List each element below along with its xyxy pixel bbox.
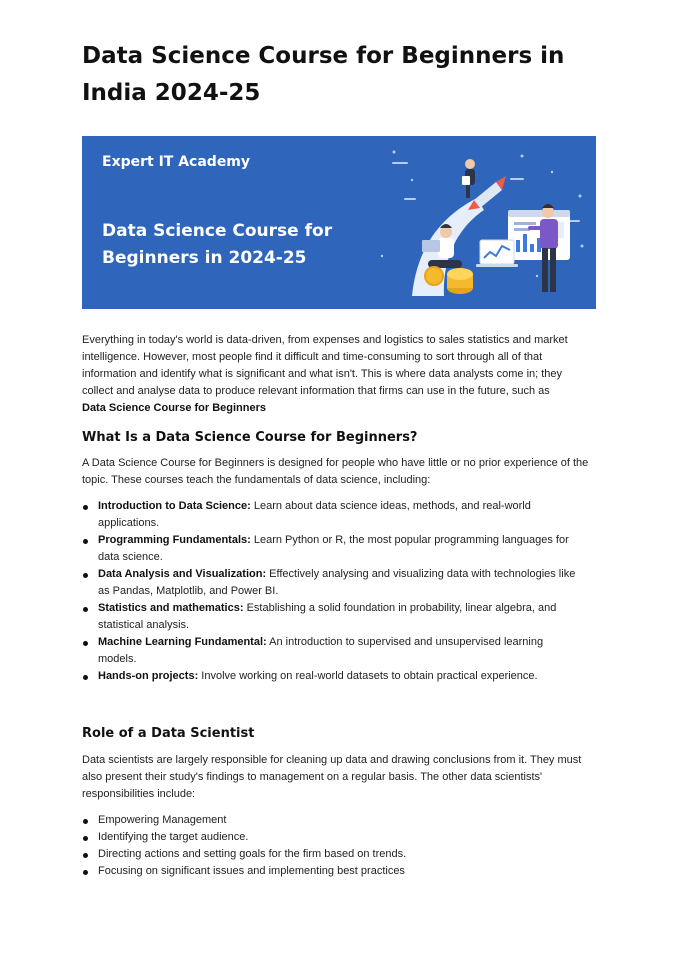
intro-text: Everything in today's world is data-driven, from expenses and logistics to sales statistics and market intelligence. However, most people find it difficult and time-consuming to sort through all of that information and identify what is significant and what isn't. This is where data analysts come in; they collect and analyse data to produce relevant information that firms can use in the future, such as bbox=[82, 334, 568, 397]
dashboard-monitor-icon bbox=[508, 210, 570, 260]
list-item bbox=[82, 498, 582, 532]
list-item bbox=[82, 634, 582, 668]
list-item-desc: Learn about data science ideas, methods, and real-world applications. bbox=[98, 500, 531, 529]
responsibilities-list bbox=[82, 812, 582, 880]
bullet-icon bbox=[83, 819, 88, 824]
list-item bbox=[82, 600, 582, 634]
list-item bbox=[82, 812, 582, 829]
bullet-icon bbox=[83, 607, 88, 612]
bullet-icon bbox=[83, 870, 88, 875]
list-item-term: Data Analysis and Visualization: bbox=[98, 568, 267, 580]
section1-intro: A Data Science Course for Beginners is designed for people who have little or no prior experience of the topic. These courses teach the fundamentals of data science, including: bbox=[82, 457, 589, 486]
page-title: Data Science Course for Beginners in India 2024-25 bbox=[82, 43, 565, 106]
banner-heading: Data Science Course for Beginners in 2024-25 bbox=[102, 221, 333, 268]
intro-bold-link: Data Science Course for Beginners bbox=[82, 402, 267, 414]
section-heading-what-is: What Is a Data Science Course for Beginners? bbox=[82, 430, 418, 445]
list-item bbox=[82, 863, 582, 880]
bullet-icon bbox=[83, 539, 88, 544]
list-item-desc: Learn Python or R, the most popular programming languages for data science. bbox=[98, 534, 569, 563]
list-item bbox=[82, 829, 582, 846]
laptop-chart-icon bbox=[476, 240, 518, 267]
bullet-icon bbox=[83, 505, 88, 510]
list-item bbox=[82, 532, 582, 566]
section2-intro: Data scientists are largely responsible for cleaning up data and drawing conclusions from it. They must also present their study's findings to management on a regular basis. The other data scientists' responsibilities include: bbox=[82, 754, 582, 800]
bullet-icon bbox=[83, 836, 88, 841]
course-topics-list bbox=[82, 498, 582, 685]
list-item-text: Focusing on significant issues and implementing best practices bbox=[98, 865, 405, 877]
list-item-term: Machine Learning Fundamental: bbox=[98, 636, 267, 648]
bullet-icon bbox=[83, 641, 88, 646]
section-heading-role: Role of a Data Scientist bbox=[82, 726, 255, 741]
list-item-text: Identifying the target audience. bbox=[98, 831, 249, 843]
list-item bbox=[82, 668, 582, 685]
list-item-term: Programming Fundamentals: bbox=[98, 534, 251, 546]
bullet-icon bbox=[83, 675, 88, 680]
banner-academy-name: Expert IT Academy bbox=[102, 154, 251, 170]
list-item-desc: Establishing a solid foundation in probability, linear algebra, and statistical analysis. bbox=[98, 602, 557, 631]
list-item-text: Directing actions and setting goals for the firm based on trends. bbox=[98, 848, 407, 860]
list-item-text: Empowering Management bbox=[98, 814, 227, 826]
bullet-icon bbox=[83, 573, 88, 578]
list-item bbox=[82, 846, 582, 863]
list-item bbox=[82, 566, 582, 600]
list-item-term: Hands-on projects: bbox=[98, 670, 199, 682]
list-item-term: Statistics and mathematics: bbox=[98, 602, 244, 614]
banner-illustration bbox=[82, 136, 596, 309]
list-item-term: Introduction to Data Science: bbox=[98, 500, 251, 512]
list-item-desc: Effectively analysing and visualizing data with technologies like as Pandas, Matplotlib, and Power BI. bbox=[98, 568, 576, 597]
bullet-icon bbox=[83, 853, 88, 858]
list-item-desc: Involve working on real-world datasets to obtain practical experience. bbox=[201, 670, 538, 682]
list-item-desc: An introduction to supervised and unsupervised learning models. bbox=[98, 636, 544, 665]
person-on-rocket-icon bbox=[462, 159, 475, 198]
hero-banner bbox=[82, 136, 596, 309]
intro-paragraph bbox=[82, 332, 590, 417]
